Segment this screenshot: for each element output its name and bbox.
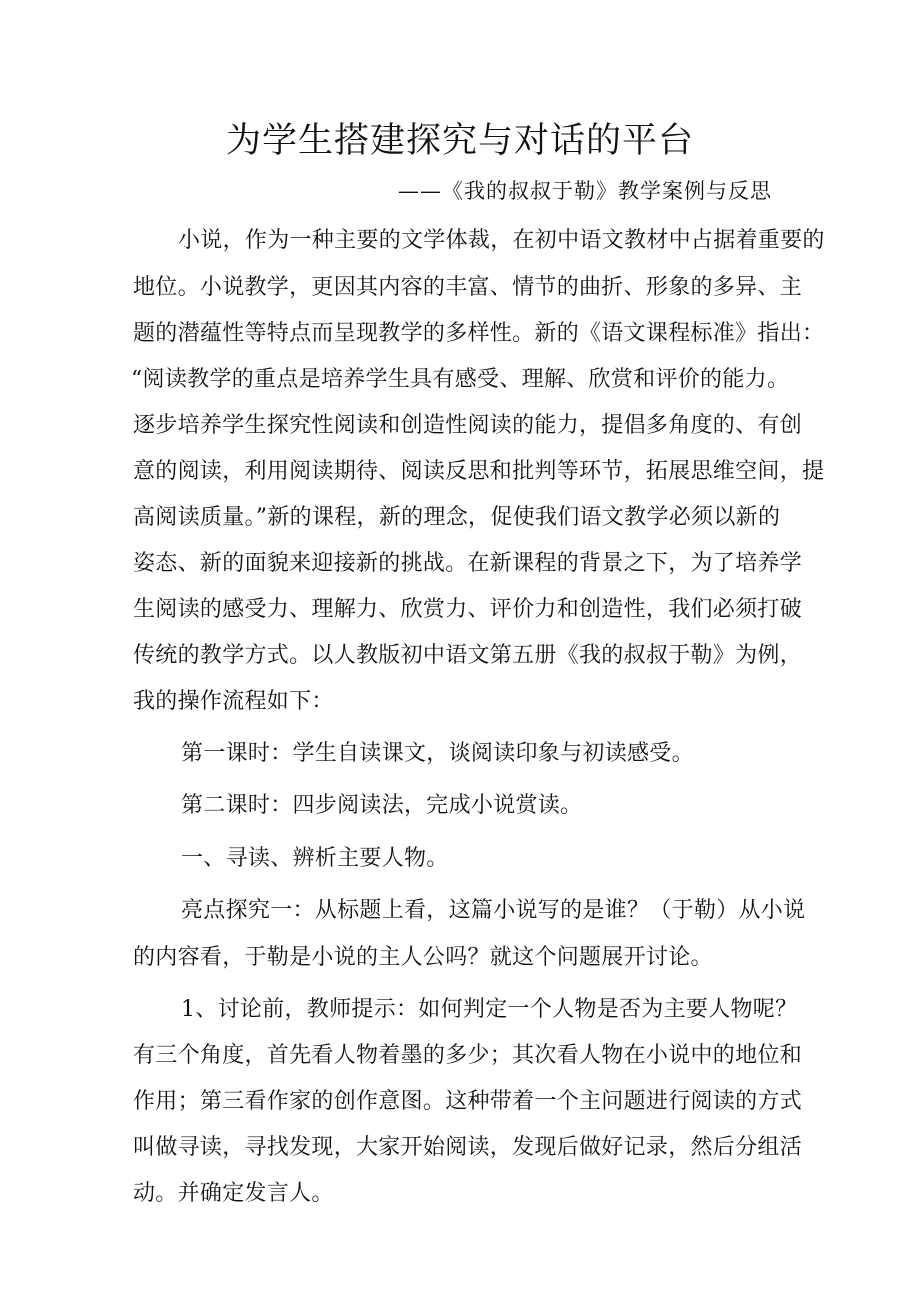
- paragraph-line: 小说，作为一种主要的文学体裁，在初中语文教材中占据着重要的: [178, 228, 825, 253]
- paragraph-line: “阅读教学的重点是培养学生具有感受、理解、欣赏和评价的能力。: [131, 367, 790, 392]
- paragraph-line: 题的潜蕴性等特点而呈现教学的多样性。新的《语文课程标准》指出：: [133, 321, 825, 346]
- document-title: 为学生搭建探究与对话的平台: [225, 121, 694, 161]
- paragraph-line: 1、讨论前，教师提示：如何判定一个人物是否为主要人物呢？: [181, 997, 798, 1022]
- section-heading: 一、寻读、辨析主要人物。: [181, 846, 449, 871]
- paragraph-line: 地位。小说教学，更因其内容的丰富、情节的曲折、形象的多异、主: [133, 275, 803, 300]
- paragraph-line: 传统的教学方式。以人教版初中语文第五册《我的叔叔于勒》为例，: [133, 643, 803, 668]
- paragraph-line: 有三个角度，首先看人物着墨的多少；其次看人物在小说中的地位和: [133, 1043, 803, 1068]
- paragraph-line: 高阅读质量。”新的课程，新的理念，促使我们语文教学必须以新的: [133, 505, 781, 530]
- paragraph-line: 我的操作流程如下：: [133, 689, 334, 714]
- paragraph-line: 亮点探究一：从标题上看，这篇小说写的是谁？（于勒）从小说: [181, 898, 806, 923]
- paragraph-line: 逐步培养学生探究性阅读和创造性阅读的能力，提倡多角度的、有创: [133, 413, 803, 438]
- paragraph-line: 作用；第三看作家的创作意图。这种带着一个主问题进行阅读的方式: [133, 1089, 803, 1114]
- paragraph-line: 的内容看，于勒是小说的主人公吗？就这个问题展开讨论。: [133, 945, 713, 970]
- document-subtitle: ——《我的叔叔于勒》教学案例与反思: [398, 179, 772, 203]
- paragraph-line: 动。并确定发言人。: [133, 1181, 334, 1206]
- paragraph-line: 生阅读的感受力、理解力、欣赏力、评价力和创造性，我们必须打破: [133, 597, 803, 622]
- paragraph-line: 意的阅读，利用阅读期待、阅读反思和批判等环节，拓展思维空间，提: [133, 459, 825, 484]
- paragraph-line: 姿态、新的面貌来迎接新的挑战。在新课程的背景之下，为了培养学: [133, 551, 803, 576]
- paragraph-line: 第一课时：学生自读课文，谈阅读印象与初读感受。: [181, 741, 694, 766]
- paragraph-line: 第二课时：四步阅读法，完成小说赏读。: [181, 793, 583, 818]
- paragraph-line: 叫做寻读，寻找发现，大家开始阅读，发现后做好记录，然后分组活: [133, 1135, 803, 1160]
